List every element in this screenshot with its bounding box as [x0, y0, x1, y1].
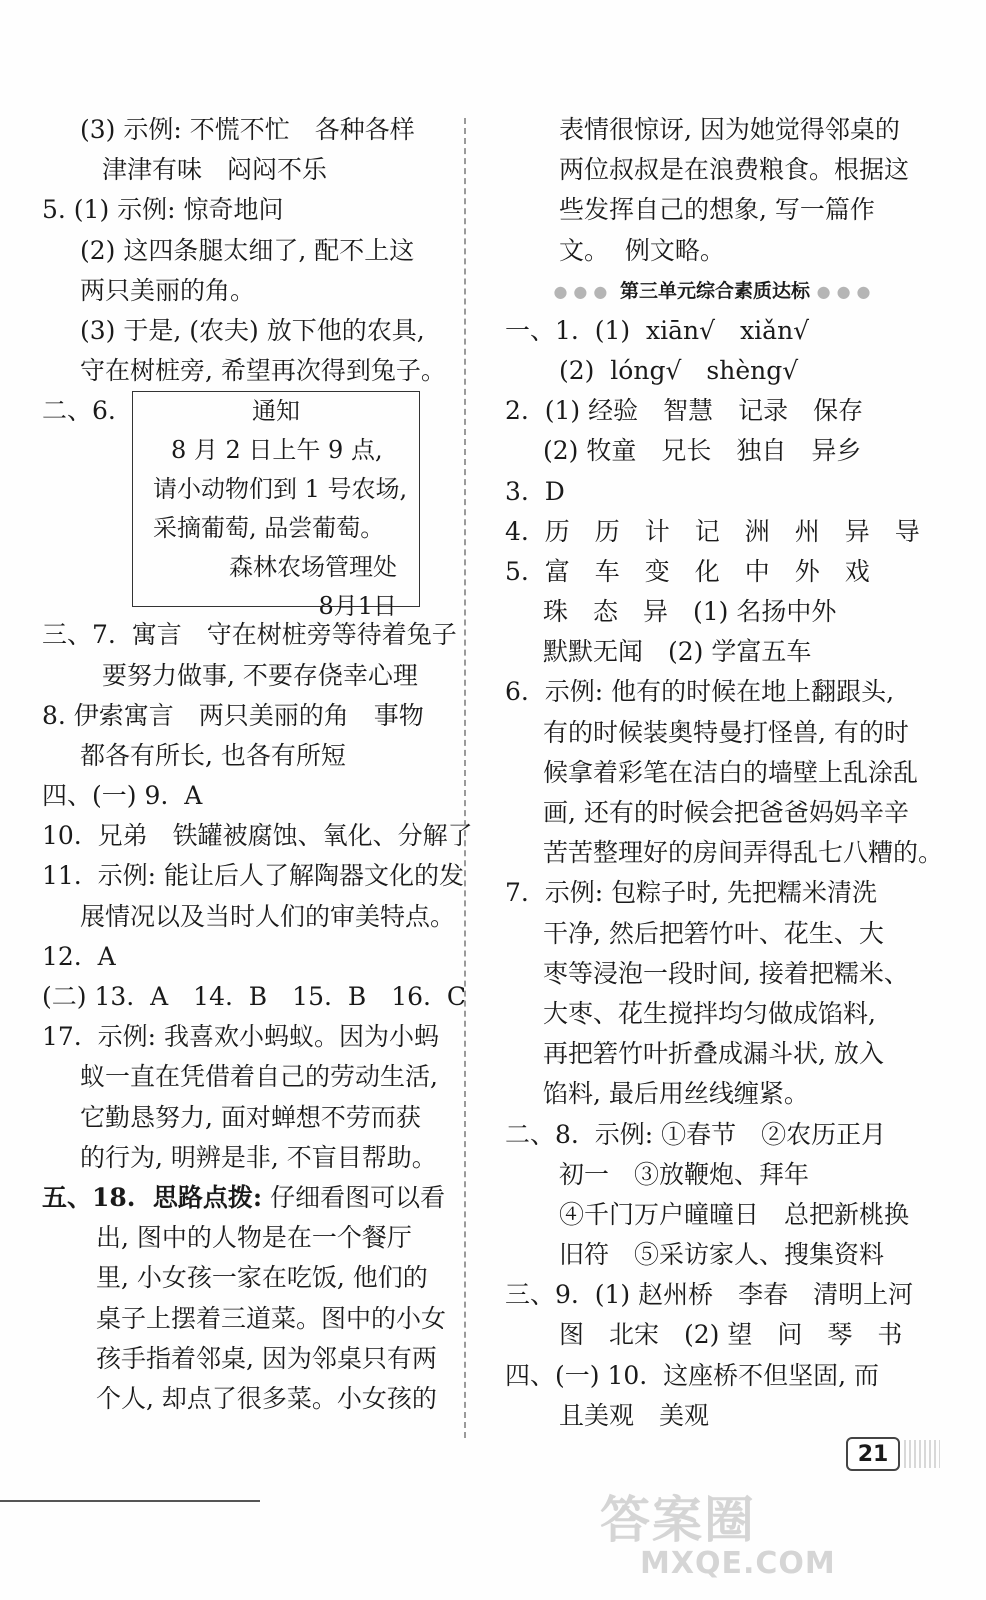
dots-decoration: ●●● [816, 281, 877, 301]
answer-line: 再把箬竹叶折叠成漏斗状, 放入 [543, 1039, 884, 1069]
page-number: 21 [846, 1437, 900, 1471]
answer-line: (2) 这四条腿太细了, 配不上这 [80, 235, 415, 265]
answer-line: 个人, 却点了很多菜。小女孩的 [96, 1383, 437, 1413]
answer-line: 干净, 然后把箬竹叶、花生、大 [543, 918, 884, 948]
notice-line: 采摘葡萄, 品尝葡萄。 [153, 514, 385, 543]
answer-line: (3) 示例: 不慌不忙 各种各样 [80, 115, 415, 144]
notice-title: 通知 [252, 397, 300, 426]
answer-line: 都各有所长, 也各有所短 [80, 740, 346, 770]
answer-line: 两位叔叔是在浪费粮食。根据这 [559, 155, 910, 185]
answer-line: 四、(一) 10. 这座桥不但坚固, 而 [505, 1360, 880, 1390]
answer-line [42, 1178, 452, 1218]
answer-line: (2) 牧童 兄长 独自 异乡 [543, 436, 862, 466]
answer-line: 要努力做事, 不要存侥幸心理 [102, 660, 418, 690]
answer-line: 三、9. (1) 赵州桥 李春 清明上河 [505, 1280, 914, 1310]
watermark-url: MXQE.COM [640, 1546, 836, 1581]
answer-line: 候拿着彩笔在洁白的墙壁上乱涂乱 [543, 757, 919, 787]
notice-date: 8月1日 [318, 592, 397, 621]
answer-line: 5. (1) 示例: 惊奇地问 [42, 195, 284, 225]
answer-line: 桌子上摆着三道菜。图中的小女 [96, 1303, 447, 1333]
answer-line: 馅料, 最后用丝线缠紧。 [543, 1079, 809, 1109]
answer-line: 守在树桩旁, 希望再次得到兔子。 [80, 356, 446, 386]
answer-line: 4. 历 历 计 记 洲 州 异 导 [505, 516, 920, 546]
answer-line: (二) 13. A 14. B 15. B 16. C [42, 982, 466, 1011]
answer-line: 图 北宋 (2) 望 问 琴 书 [559, 1320, 903, 1350]
answer-line: 津津有味 闷闷不乐 [102, 155, 328, 185]
answer-line: 7. 示例: 包粽子时, 先把糯米清洗 [505, 878, 878, 908]
answer-line: 且美观 美观 [559, 1400, 710, 1430]
answer-line: 6. 示例: 他有的时候在地上翻跟头, [505, 677, 895, 707]
answer-line: 2. (1) 经验 智慧 记录 保存 [505, 396, 864, 426]
answer-line: 它勤恳努力, 面对蝉想不劳而获 [80, 1102, 421, 1132]
answer-line: 里, 小女孩一家在吃饭, 他们的 [96, 1263, 428, 1293]
answer-line: 8. 伊索寓言 两只美丽的角 事物 [42, 700, 424, 730]
hint-label: 五、18. 思路点拨: [42, 1182, 263, 1212]
watermark [600, 1480, 960, 1590]
notice-sender: 森林农场管理处 [229, 553, 397, 582]
answer-line: 5. 富 车 变 化 中 外 戏 [505, 556, 870, 586]
notice-line: 请小动物们到 1 号农场, [153, 475, 408, 504]
answer-line: 表情很惊讶, 因为她觉得邻桌的 [559, 115, 900, 144]
answer-line: 3. D [505, 476, 565, 506]
section-heading [505, 271, 925, 311]
right-column [505, 110, 944, 1436]
notice-box [132, 391, 420, 621]
answer-line: 珠 态 异 (1) 名扬中外 [543, 597, 837, 627]
left-column [42, 110, 473, 1419]
answer-line: 大枣、花生搅拌均匀做成馅料, [543, 998, 876, 1028]
answer-line: 枣等浸泡一段时间, 接着把糯米、 [543, 958, 909, 988]
answer-line: 三、7. 寓言 守在树桩旁等待着兔子 [42, 620, 457, 650]
answer-line: 11. 示例: 能让后人了解陶器文化的发 [42, 861, 465, 891]
notice-line: 8 月 2 日上午 9 点, [171, 436, 383, 465]
answer-line: 初一 ③放鞭炮、拜年 [559, 1159, 810, 1189]
answer-line: 12. A [42, 941, 116, 971]
answer-line: 展情况以及当时人们的审美特点。 [80, 901, 456, 931]
answer-line: 有的时候装奥特曼打怪兽, 有的时 [543, 717, 909, 747]
answer-line: 两只美丽的角。 [80, 275, 256, 305]
answer-line: 些发挥自己的想象, 写一篇作 [559, 195, 875, 225]
answer-line: 画, 还有的时候会把爸爸妈妈辛辛 [543, 798, 909, 827]
section-title: 第三单元综合素质达标 [619, 279, 810, 302]
footer-rule [0, 1500, 260, 1502]
column-divider [464, 118, 466, 1438]
answer-line: 出, 图中的人物是在一个餐厅 [96, 1223, 412, 1253]
answer-line: 的行为, 明辨是非, 不盲目帮助。 [80, 1142, 437, 1172]
answer-line: (3) 于是, (农夫) 放下他的农具, [80, 315, 425, 345]
answer-line: 蚁一直在凭借着自己的劳动生活, [80, 1062, 438, 1092]
dots-decoration: ●●● [553, 281, 614, 301]
hint-text: 仔细看图可以看 [262, 1182, 446, 1212]
answer-line: 旧符 ⑤采访家人、搜集资料 [559, 1240, 885, 1270]
watermark-logo: 答案圈 [600, 1491, 756, 1549]
answer-line: 苦苦整理好的房间弄得乱七八糟的。 [543, 838, 944, 868]
answer-line: 默默无闻 (2) 学富五车 [543, 637, 812, 667]
answer-line: 17. 示例: 我喜欢小蚂蚁。因为小蚂 [42, 1022, 440, 1052]
page-number-decoration [904, 1440, 940, 1468]
answer-line: 四、(一) 9. A [42, 781, 203, 811]
question-label: 二、6. [42, 396, 116, 426]
answer-line: ④千门万户曈曈日 总把新桃换 [559, 1199, 910, 1229]
answer-line: 二、8. 示例: ①春节 ②农历正月 [505, 1119, 887, 1149]
answer-line: 文。 例文略。 [559, 235, 725, 265]
answer-line: 一、1. (1) xiān√ xiǎn√ [505, 315, 810, 345]
answer-line: 10. 兄弟 铁罐被腐蚀、氧化、分解了 [42, 821, 473, 851]
answer-line: (2) lóng√ shèng√ [559, 355, 799, 385]
answer-line: 孩手指着邻桌, 因为邻桌只有两 [96, 1343, 437, 1373]
